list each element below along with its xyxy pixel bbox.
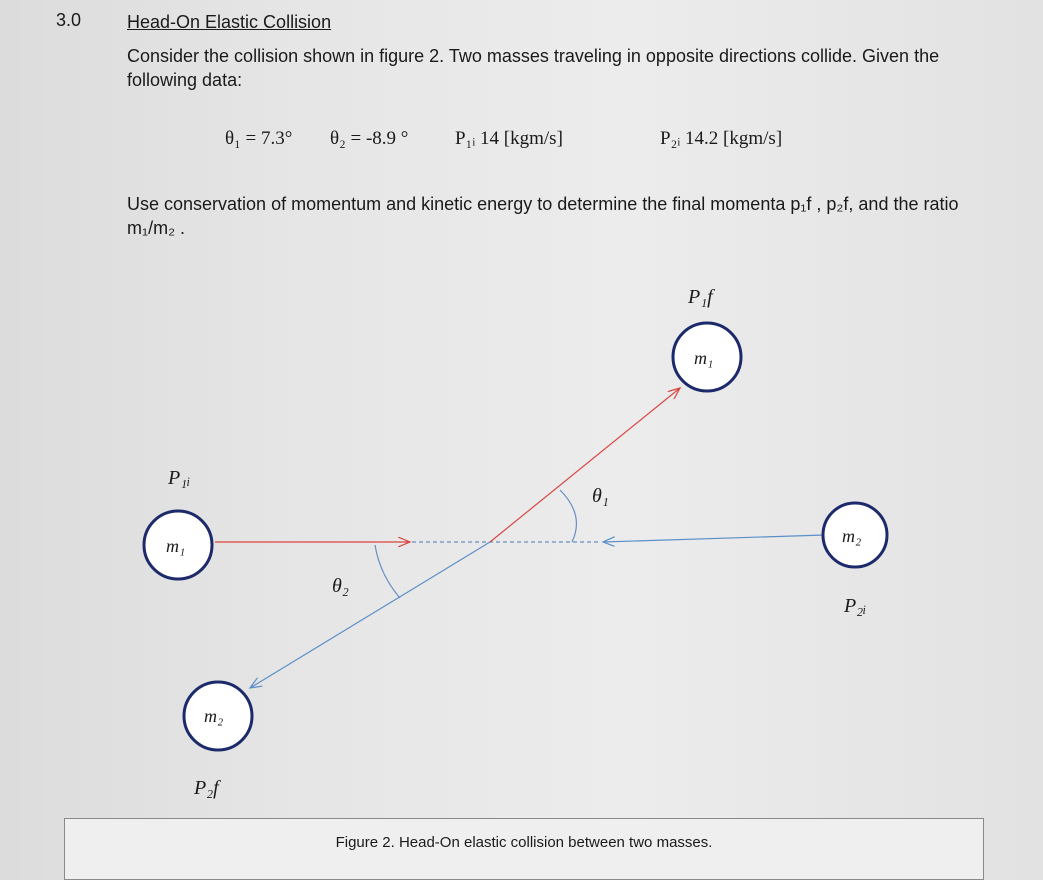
theta1-value: θ₁ = 7.3° [225,128,293,149]
p1i-label: P₁ᵢ [168,467,191,489]
p2f-label: P₂f [194,777,219,799]
p2i-arrow [603,535,825,542]
theta2-label: θ₂ [332,575,349,597]
m1-final-label: m₁ [694,348,714,368]
m2-initial-label: m₂ [842,526,862,546]
p1f-arrow [490,388,680,542]
theta2-arc [375,545,400,598]
intro-paragraph: Consider the collision shown in figure 2. Two masses traveling in opposite directions collide. Given the following data: [127,46,940,90]
theta2-value: θ₂ = -8.9 ° [330,128,409,149]
p1i-value: P₁ᵢ 14 [kgm/s] [455,128,563,149]
section-title: Head-On Elastic Collision [127,12,332,32]
m1-initial-label: m₁ [166,536,186,556]
p2f-arrow [250,542,490,688]
p1f-label: P₁f [688,286,713,308]
figure-caption-box [64,818,984,880]
theta1-arc [560,490,576,542]
figure-caption: Figure 2. Head-On elastic collision between two masses. [335,834,713,851]
p2i-label: P₂ᵢ [844,595,867,617]
section-number: 3.0 [56,10,82,30]
instruction-paragraph: Use conservation of momentum and kinetic energy to determine the final momenta p₁f , p₂f, and the ratio m₁/m₂ . [127,194,959,238]
theta1-label: θ₁ [592,485,609,507]
m2-final-label: m₂ [204,706,224,726]
p2i-value: P₂ᵢ 14.2 [kgm/s] [660,128,783,149]
